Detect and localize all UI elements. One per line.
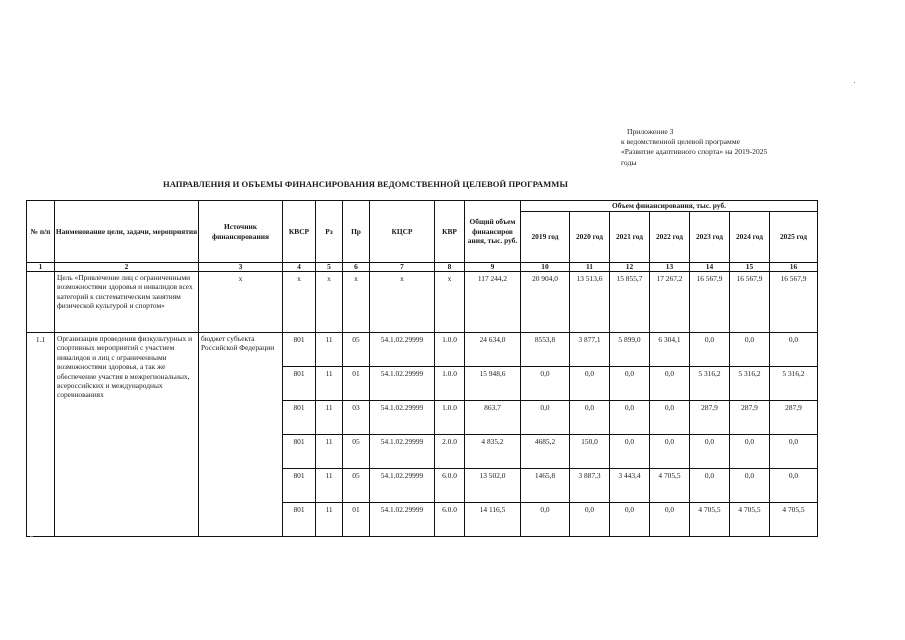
rz-cell: 11 — [316, 503, 343, 537]
kvsr-cell: 801 — [283, 435, 316, 469]
header-rz: Рз — [316, 201, 343, 263]
year-value-cell: 0,0 — [570, 401, 610, 435]
column-number: 7 — [370, 263, 435, 272]
year-value-cell: 0,0 — [610, 503, 650, 537]
year-value-cell: 6 304,1 — [650, 333, 690, 367]
rz-cell: 11 — [316, 435, 343, 469]
column-number: 16 — [770, 263, 818, 272]
header-year: 2025 год — [770, 212, 818, 263]
goal-year-value: 16 567,9 — [690, 272, 730, 333]
header-total: Общий объем финансиров ания, тыс. руб. — [465, 201, 521, 263]
goal-year-value: 16 567,9 — [770, 272, 818, 333]
kvsr-cell: 801 — [283, 503, 316, 537]
kvr-cell: 1.0.0 — [435, 333, 465, 367]
kcsr-cell: 54.1.02.29999 — [370, 333, 435, 367]
year-value-cell: 0,0 — [610, 435, 650, 469]
appendix-line: к ведомственной целевой программе — [621, 137, 741, 147]
goal-row — [27, 272, 818, 333]
kvsr-cell: 801 — [283, 469, 316, 503]
goal-kvsr: х — [283, 272, 316, 333]
pr-cell: 03 — [343, 401, 370, 435]
kvsr-cell: 801 — [283, 367, 316, 401]
activity-source: бюджет субъекта Российской Федерации — [199, 333, 283, 537]
header-year: 2020 год — [570, 212, 610, 263]
year-value-cell: 5 316,2 — [730, 367, 770, 401]
rz-cell: 11 — [316, 469, 343, 503]
header-kcsr: КЦСР — [370, 201, 435, 263]
kcsr-cell: 54.1.02.29999 — [370, 401, 435, 435]
appendix-line: годы — [621, 157, 637, 167]
year-value-cell: 0,0 — [521, 401, 570, 435]
year-value-cell: 0,0 — [650, 401, 690, 435]
year-value-cell: 4 705,5 — [730, 503, 770, 537]
year-value-cell: 287,9 — [770, 401, 818, 435]
goal-kvr: х — [435, 272, 465, 333]
column-number: 12 — [610, 263, 650, 272]
year-value-cell: 8553,8 — [521, 333, 570, 367]
column-number: 10 — [521, 263, 570, 272]
year-value-cell: 0,0 — [690, 333, 730, 367]
year-value-cell: 4 705,5 — [690, 503, 730, 537]
activity-row — [27, 333, 818, 367]
column-number: 5 — [316, 263, 343, 272]
year-value-cell: 5 316,2 — [770, 367, 818, 401]
pr-cell: 01 — [343, 503, 370, 537]
kcsr-cell: 54.1.02.29999 — [370, 469, 435, 503]
header-name: Наименование цели, задачи, мероприятия — [55, 201, 199, 263]
goal-name: Цель «Привлечение лиц с ограниченными возможностями здоровья и инвалидов всех категорий к систематическим занятиям физической культурой и спортом» — [55, 272, 199, 333]
year-value-cell: 4 705,5 — [770, 503, 818, 537]
year-value-cell: 0,0 — [521, 503, 570, 537]
year-value-cell: 0,0 — [770, 469, 818, 503]
kvr-cell: 6.0.0 — [435, 469, 465, 503]
header-year: 2021 год — [610, 212, 650, 263]
year-value-cell: 0,0 — [690, 469, 730, 503]
column-number: 9 — [465, 263, 521, 272]
year-value-cell: 0,0 — [690, 435, 730, 469]
kcsr-cell: 54.1.02.29999 — [370, 503, 435, 537]
year-value-cell: 5 899,0 — [610, 333, 650, 367]
goal-source: х — [199, 272, 283, 333]
kvr-cell: 6.0.0 — [435, 503, 465, 537]
year-value-cell: 0,0 — [650, 503, 690, 537]
total-cell: 14 116,5 — [465, 503, 521, 537]
goal-year-value: 17 267,2 — [650, 272, 690, 333]
kvsr-cell: 801 — [283, 333, 316, 367]
rz-cell: 11 — [316, 401, 343, 435]
kvr-cell: 1.0.0 — [435, 401, 465, 435]
year-value-cell: 0,0 — [570, 367, 610, 401]
year-value-cell: 0,0 — [770, 333, 818, 367]
goal-year-value: 20 904,0 — [521, 272, 570, 333]
year-value-cell: 150,0 — [570, 435, 610, 469]
year-value-cell: 0,0 — [610, 367, 650, 401]
header-year: 2024 год — [730, 212, 770, 263]
goal-year-value: 13 513,6 — [570, 272, 610, 333]
total-cell: 13 502,0 — [465, 469, 521, 503]
header-year: 2023 год — [690, 212, 730, 263]
year-value-cell: 287,9 — [690, 401, 730, 435]
column-number-row — [27, 263, 818, 272]
header-year: 2019 год — [521, 212, 570, 263]
column-number: 1 — [27, 263, 55, 272]
year-value-cell: 0,0 — [770, 435, 818, 469]
appendix-line: Приложение 3 — [627, 127, 674, 136]
total-cell: 15 948,6 — [465, 367, 521, 401]
year-value-cell: 0,0 — [570, 503, 610, 537]
column-number: 15 — [730, 263, 770, 272]
rz-cell: 11 — [316, 367, 343, 401]
goal-year-value: 16 567,9 — [730, 272, 770, 333]
year-value-cell: 3 443,4 — [610, 469, 650, 503]
column-number: 2 — [55, 263, 199, 272]
goal-rz: х — [316, 272, 343, 333]
goal-total: 117 244,2 — [465, 272, 521, 333]
pr-cell: 05 — [343, 333, 370, 367]
scan-speck — [30, 536, 33, 537]
kcsr-cell: 54.1.02.29999 — [370, 367, 435, 401]
year-value-cell: 0,0 — [730, 469, 770, 503]
year-value-cell: 3 887,3 — [570, 469, 610, 503]
column-number: 4 — [283, 263, 316, 272]
goal-year-value: 15 855,7 — [610, 272, 650, 333]
scan-speck — [854, 82, 855, 83]
year-value-cell: 287,9 — [730, 401, 770, 435]
header-year: 2022 год — [650, 212, 690, 263]
header-num: № п/п — [27, 201, 55, 263]
year-value-cell: 0,0 — [730, 435, 770, 469]
column-number: 8 — [435, 263, 465, 272]
document-title: НАПРАВЛЕНИЯ И ОБЪЕМЫ ФИНАНСИРОВАНИЯ ВЕДОМСТВЕННОЙ ЦЕЛЕВОЙ ПРОГРАММЫ — [163, 179, 568, 189]
total-cell: 24 634,0 — [465, 333, 521, 367]
column-number: 14 — [690, 263, 730, 272]
kvr-cell: 1.0.0 — [435, 367, 465, 401]
year-value-cell: 0,0 — [650, 435, 690, 469]
goal-kcsr: х — [370, 272, 435, 333]
column-number: 6 — [343, 263, 370, 272]
year-value-cell: 0,0 — [650, 367, 690, 401]
header-pr: Пр — [343, 201, 370, 263]
kcsr-cell: 54.1.02.29999 — [370, 435, 435, 469]
pr-cell: 05 — [343, 469, 370, 503]
year-value-cell: 4 705,5 — [650, 469, 690, 503]
year-value-cell: 1465,8 — [521, 469, 570, 503]
header-kvr: КВР — [435, 201, 465, 263]
appendix-line: «Развитие адаптивного спорта» на 2019-2025 — [621, 147, 768, 157]
year-value-cell: 4685,2 — [521, 435, 570, 469]
kvr-cell: 2.0.0 — [435, 435, 465, 469]
year-value-cell: 3 877,1 — [570, 333, 610, 367]
activity-name: Организация проведения физкультурных и спортивных мероприятий с участием инвалидов и лиц с ограниченными возможностями здоровья, а так же обеспечение участия в межрегиональных, всероссийских и международных соревнованиях — [55, 333, 199, 537]
appendix-note — [621, 127, 821, 168]
pr-cell: 05 — [343, 435, 370, 469]
header-kvsr: КВСР — [283, 201, 316, 263]
goal-num — [27, 272, 55, 333]
column-number: 11 — [570, 263, 610, 272]
header-source: Источник финансирования — [199, 201, 283, 263]
total-cell: 4 835,2 — [465, 435, 521, 469]
activity-num: 1.1 — [27, 333, 55, 537]
total-cell: 863,7 — [465, 401, 521, 435]
kvsr-cell: 801 — [283, 401, 316, 435]
year-value-cell: 0,0 — [730, 333, 770, 367]
pr-cell: 01 — [343, 367, 370, 401]
rz-cell: 11 — [316, 333, 343, 367]
financing-table — [26, 200, 818, 537]
column-number: 3 — [199, 263, 283, 272]
column-number: 13 — [650, 263, 690, 272]
header-volume: Объем финансирования, тыс. руб. — [521, 201, 818, 212]
goal-pr: х — [343, 272, 370, 333]
year-value-cell: 0,0 — [521, 367, 570, 401]
year-value-cell: 0,0 — [610, 401, 650, 435]
year-value-cell: 5 316,2 — [690, 367, 730, 401]
